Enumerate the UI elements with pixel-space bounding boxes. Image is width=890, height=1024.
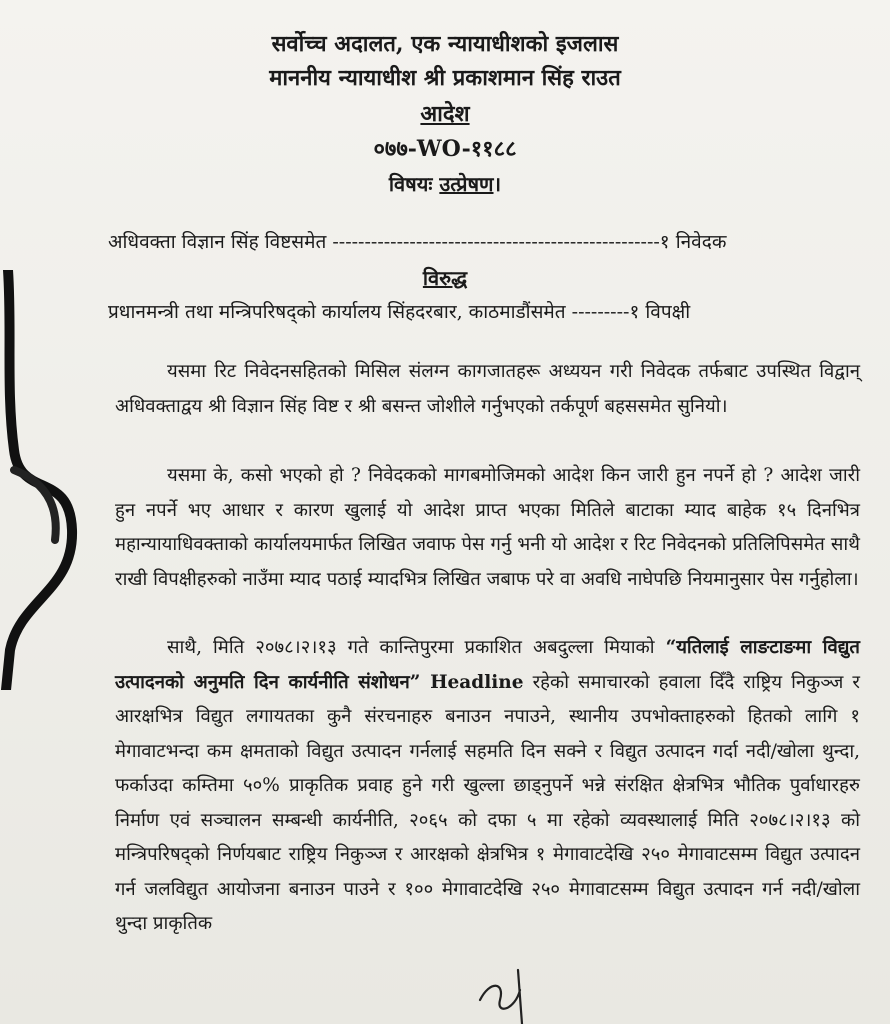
signature-image xyxy=(470,960,550,1024)
respondent-line: प्रधानमन्त्री तथा मन्त्रिपरिषद्को कार्यालय सिंहदरबार, काठमाडौंसमेत ---------१ विपक्षी xyxy=(108,301,691,323)
paragraph-2 xyxy=(115,459,860,597)
judge-heading: माननीय न्यायाधीश श्री प्रकाशमान सिंह राउत xyxy=(269,65,621,91)
paragraph-3 xyxy=(115,631,860,942)
paragraph-1-text: यसमा रिट निवेदनसहितको मिसिल संलग्न कागजातहरू अध्ययन गरी निवेदक तर्फबाट उपस्थित विद्वान् अधिवक्ताद्वय श्री विज्ञान सिंह विष्ट र श्री बसन्त जोशीले गर्नुभएको तर्कपूर्ण बहससमेत सुनियो। xyxy=(115,361,860,417)
paragraph-3-text xyxy=(115,631,860,942)
subject-line xyxy=(0,170,890,197)
binding-thread-image xyxy=(0,270,90,690)
petitioner-line: अधिवक्ता विज्ञान सिंह विष्टसमेत ---------------------------------------------------१ निवेदक xyxy=(108,231,727,253)
paragraph-3-start: साथै, मिति २०७८।२।१३ गते कान्तिपुरमा प्रकाशित अबदुल्ला मियाको xyxy=(167,637,655,658)
paragraph-2-text: यसमा के, कसो भएको हो ? निवेदकको मागबमोजिमको आदेश किन जारी हुन नपर्ने हो ? आदेश जारी हुन नपर्ने भए आधार र कारण खुलाई यो आदेश प्राप्त भएका मितिले बाटाका म्याद बाहेक १५ दिनभित्र महान्यायाधिवक्ताको कार्यालयमार्फत लिखित जवाफ पेस गर्नु भनी यो आदेश र रिट निवेदनको प्रतिलिपिसमेत साथै राखी विपक्षीहरुको नाउँमा म्याद पठाई म्यादभित्र लिखित जबाफ परे वा अवधि नाघेपछि नियमानुसार पेस गर्नुहोला। xyxy=(115,465,860,590)
subject-label: विषयः xyxy=(388,172,433,196)
versus-heading: विरुद्ध xyxy=(422,266,468,290)
news-headline: “यतिलाई लाङटाङमा विद्युत उत्पादनको अनुमति दिन कार्यनीति संशोधन” Headline xyxy=(115,637,860,693)
court-heading: सर्वोच्च अदालत, एक न्यायाधीशको इजलास xyxy=(271,31,619,57)
paragraph-3-rest: रहेको समाचारको हवाला दिँदै राष्ट्रिय निकुञ्ज र आरक्षभित्र विद्युत लगायतका कुनै संरचनाहरु बनाउन नपाउने, स्थानीय उपभोक्ताहरुको हितको लागि १ मेगावाटभन्दा कम क्षमताको विद्युत उत्पादन गर्नलाई सहमति दिन सक्ने र विद्युत उत्पादन गर्दा नदी/खोला थुन्दा, फर्काउदा कम्तिमा ५०% प्राकृतिक प्रवाह हुने गरी खुल्ला छाड्नुपर्ने भन्ने संरक्षित क्षेत्रभित्र भौतिक पुर्वाधारहरु निर्माण एवं सञ्चालन सम्बन्धी कार्यनीति, २०६५ को दफा ५ मा रहेको व्यवस्थालाई मिति २०७८।२।१३ को मन्त्रिपरिषद्को निर्णयबाट राष्ट्रिय निकुञ्ज र आरक्षको क्षेत्रभित्र १ मेगावाटदेखि २५० मेगावाटसम्म विद्युत उत्पादन गर्न जलविद्युत आयोजना बनाउन पाउने र १०० मेगावाटदेखि २५० मेगावाटसम्म विद्युत उत्पादन गर्न नदी/खोला थुन्दा प्राकृतिक xyxy=(115,671,861,934)
subject-value: उत्प्रेषण xyxy=(439,172,494,196)
subject-end: । xyxy=(493,172,502,196)
case-number: ०७७-WO-११८८ xyxy=(373,136,517,162)
document-type: आदेश xyxy=(420,101,470,127)
paragraph-1 xyxy=(115,355,860,424)
